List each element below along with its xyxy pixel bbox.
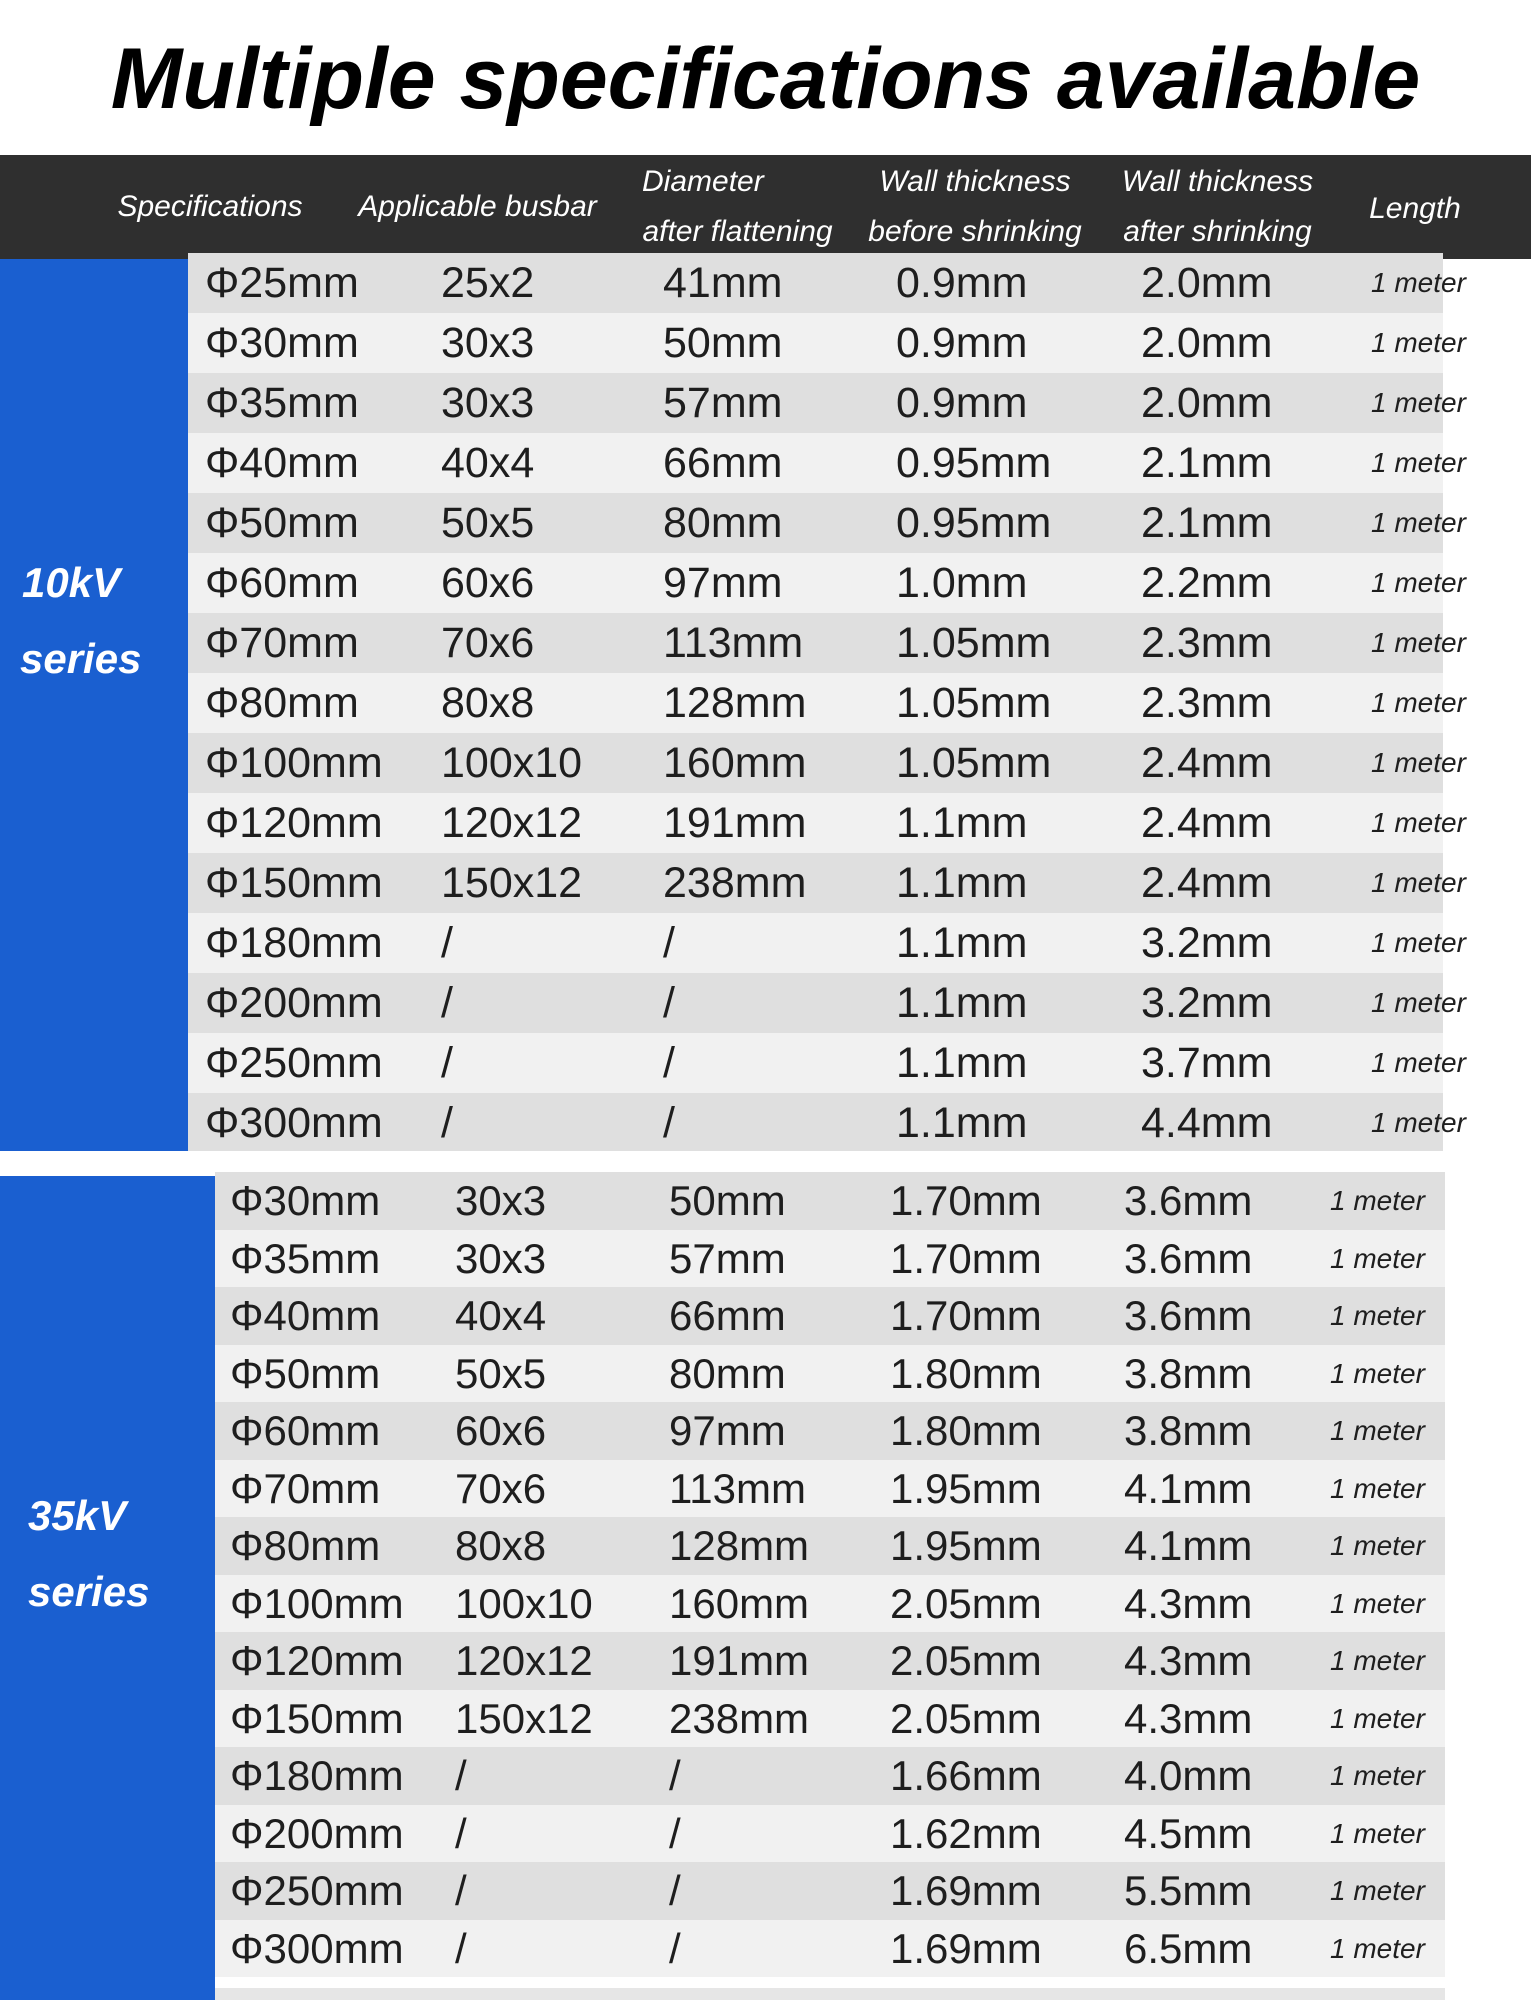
header-wall-after-line2: after shrinking [1123,215,1312,248]
header-busbar [345,155,610,259]
cell-diameter: 191mm [663,799,807,847]
cell-diameter: / [663,919,675,967]
table-row [188,973,1466,1033]
header-length [1340,155,1490,259]
cell-diameter: 66mm [663,439,783,487]
cell-spec: Φ250mm [205,1039,383,1087]
table-row [215,1920,1445,1978]
cell-wall-after: 4.1mm [1124,1464,1253,1512]
cell-diameter: 66mm [669,1292,786,1339]
cell-busbar: 30x3 [441,319,535,367]
cell-spec: Φ200mm [230,1809,404,1857]
cell-spec: Φ300mm [205,1099,383,1147]
cell-diameter: / [669,1752,681,1799]
table-row [215,1690,1445,1748]
cell-diameter: / [663,979,675,1027]
cell-diameter: / [669,1809,681,1857]
cell-wall-after: 2.0mm [1141,379,1273,427]
cell-spec: Φ200mm [205,979,383,1027]
cell-wall-after: 4.3mm [1124,1579,1253,1627]
table-row [188,673,1466,733]
cell-wall-before: 1.95mm [890,1522,1042,1569]
series-10kv-label-panel [0,259,188,1151]
table-row [188,913,1466,973]
cell-wall-after: 3.6mm [1124,1292,1253,1339]
cell-spec: Φ80mm [205,679,359,727]
cell-spec: Φ80mm [230,1522,381,1569]
cell-length: 1 meter [1330,1760,1425,1791]
cell-wall-before: 0.95mm [896,439,1052,487]
table-row [215,1632,1445,1690]
table-row [215,1460,1445,1518]
cell-length: 1 meter [1371,447,1466,478]
cell-busbar: 40x4 [441,439,535,487]
cell-busbar: 100x10 [441,739,583,787]
table-row [215,1287,1445,1345]
cell-busbar: 80x8 [441,679,535,727]
cell-length: 1 meter [1330,1530,1425,1561]
cell-spec: Φ150mm [205,859,383,907]
cell-wall-before: 1.0mm [896,559,1028,607]
cell-wall-before: 1.1mm [896,919,1028,967]
header-wall-after [1105,155,1330,259]
cell-diameter: / [669,1924,681,1972]
cell-wall-after: 4.0mm [1124,1752,1253,1799]
table-row [215,1345,1445,1403]
cell-length: 1 meter [1330,1587,1425,1619]
cell-wall-after: 3.2mm [1141,919,1273,967]
table-row [215,1172,1445,1230]
cell-wall-before: 2.05mm [890,1637,1042,1684]
cell-diameter: 128mm [663,679,807,727]
table-row [188,313,1466,373]
header-length-label: Length [1369,192,1461,225]
cell-spec: Φ180mm [230,1752,404,1799]
table-row [215,1747,1445,1805]
cell-wall-after: 2.1mm [1141,439,1273,487]
table-row [188,793,1466,853]
cell-diameter: 57mm [669,1234,786,1282]
cell-wall-after: 2.3mm [1141,679,1273,727]
series-35kv-label-line1: 35kV [28,1492,127,1539]
cell-busbar: / [455,1924,467,1972]
cell-length: 1 meter [1371,927,1466,958]
cell-length: 1 meter [1330,1817,1425,1849]
cell-spec: Φ100mm [205,739,383,787]
cell-wall-after: 3.8mm [1124,1407,1253,1454]
cell-wall-before: 1.05mm [896,619,1052,667]
series-10kv-table [188,253,1466,1153]
table-row [215,1230,1445,1288]
cell-busbar: 40x4 [455,1292,547,1339]
cell-busbar: / [441,1099,453,1147]
cell-spec: Φ150mm [230,1694,404,1742]
cell-wall-before: 1.70mm [890,1292,1042,1339]
cell-length: 1 meter [1330,1415,1425,1446]
cell-diameter: 97mm [663,559,783,607]
cell-length: 1 meter [1371,507,1466,538]
cell-spec: Φ35mm [205,379,359,427]
cell-diameter: 50mm [669,1177,786,1224]
cell-diameter: 113mm [663,619,804,667]
cell-spec: Φ60mm [205,559,359,607]
table-row [215,1575,1445,1633]
cell-length: 1 meter [1330,1357,1425,1389]
header-busbar-label: Applicable busbar [358,190,597,223]
cell-diameter: 80mm [663,499,783,547]
cell-diameter: 160mm [663,739,807,787]
cell-length: 1 meter [1371,387,1466,418]
cell-length: 1 meter [1371,867,1466,898]
cell-busbar: 70x6 [455,1464,547,1512]
cell-diameter: 80mm [669,1349,786,1397]
table-row [188,433,1466,493]
cell-wall-after: 3.6mm [1124,1234,1253,1282]
cell-busbar: / [455,1809,467,1857]
cell-diameter: / [663,1099,675,1147]
cell-length: 1 meter [1371,747,1466,778]
cell-spec: Φ35mm [230,1234,381,1282]
cell-diameter: 41mm [663,259,783,307]
header-specifications-label: Specifications [117,190,303,223]
table-row [215,1517,1445,1575]
cell-wall-after: 4.1mm [1124,1522,1253,1569]
cell-busbar: 25x2 [441,259,535,307]
header-specifications [100,155,320,259]
cell-busbar: 150x12 [455,1694,593,1742]
cell-busbar: 50x5 [455,1349,547,1397]
cell-diameter: 128mm [669,1522,810,1569]
cell-spec: Φ120mm [230,1637,404,1684]
cell-length: 1 meter [1371,627,1466,658]
cell-wall-before: 0.9mm [896,319,1028,367]
header-diameter-line2: after flattening [642,215,833,248]
cell-busbar: 30x3 [455,1234,547,1282]
cell-busbar: 120x12 [455,1637,593,1684]
cell-length: 1 meter [1371,1047,1466,1078]
cell-wall-before: 2.05mm [890,1694,1042,1742]
cell-busbar: 80x8 [455,1522,547,1569]
cell-length: 1 meter [1371,687,1466,718]
cell-length: 1 meter [1330,1300,1425,1331]
cell-length: 1 meter [1371,267,1466,298]
cell-wall-after: 4.3mm [1124,1694,1253,1742]
cell-spec: Φ40mm [230,1292,381,1339]
cell-spec: Φ100mm [230,1579,404,1627]
cell-diameter: 50mm [663,319,783,367]
cell-busbar: 150x12 [441,859,583,907]
table-row [188,613,1466,673]
cell-wall-after: 2.3mm [1141,619,1273,667]
cell-wall-before: 1.05mm [896,679,1052,727]
series-10kv-label-line1: 10kV [22,559,121,606]
cell-wall-before: 1.95mm [890,1464,1042,1512]
cell-wall-before: 2.05mm [890,1579,1042,1627]
cell-length: 1 meter [1330,1702,1425,1734]
cell-wall-after: 2.2mm [1141,559,1273,607]
cell-busbar: / [441,979,453,1027]
cell-wall-after: 3.7mm [1141,1039,1273,1087]
cell-spec: Φ180mm [205,919,383,967]
cell-length: 1 meter [1330,1875,1425,1906]
cell-diameter: 238mm [669,1694,810,1742]
table-row [215,1862,1445,1920]
cell-wall-before: 1.1mm [896,859,1028,907]
table-row [188,493,1466,553]
cell-wall-before: 1.69mm [890,1867,1042,1914]
cell-busbar: 70x6 [441,619,535,667]
header-wall-after-line1: Wall thickness [1121,165,1314,198]
cell-spec: Φ60mm [230,1407,381,1454]
cell-diameter: 191mm [669,1637,810,1684]
table-row [215,1402,1445,1460]
cell-wall-before: 1.62mm [890,1809,1042,1857]
series-35kv-label-panel [0,1176,215,2000]
cell-wall-after: 2.4mm [1141,859,1273,907]
cell-busbar: / [455,1867,467,1914]
cell-wall-before: 1.80mm [890,1407,1042,1454]
cell-wall-after: 5.5mm [1124,1867,1253,1914]
cell-length: 1 meter [1371,987,1466,1018]
cell-length: 1 meter [1330,1472,1425,1504]
cell-wall-before: 1.70mm [890,1177,1042,1224]
cell-spec: Φ40mm [205,439,359,487]
cell-length: 1 meter [1330,1242,1425,1274]
cell-busbar: 60x6 [441,559,535,607]
header-wall-before-line2: before shrinking [868,215,1082,248]
cell-diameter: 160mm [669,1579,810,1627]
cell-wall-before: 1.80mm [890,1349,1042,1397]
cell-wall-before: 0.9mm [896,379,1028,427]
table-row [188,1033,1466,1093]
cell-wall-before: 1.69mm [890,1924,1042,1972]
series-10kv-label-line2: series [20,635,142,682]
cell-diameter: 97mm [669,1407,786,1454]
table-row [188,733,1466,793]
cell-wall-after: 3.2mm [1141,979,1273,1027]
cell-busbar: 30x3 [455,1177,547,1224]
header-wall-before [860,155,1090,259]
cell-spec: Φ70mm [230,1464,381,1512]
cell-diameter: 238mm [663,859,807,907]
cell-spec: Φ300mm [230,1924,404,1972]
cell-busbar: 100x10 [455,1579,593,1627]
cell-length: 1 meter [1330,1645,1425,1676]
cell-wall-after: 4.4mm [1141,1099,1273,1147]
cell-spec: Φ70mm [205,619,359,667]
cell-wall-before: 0.95mm [896,499,1052,547]
series-35kv-label-line2: series [28,1568,150,1615]
table-row [188,853,1466,913]
cell-wall-after: 4.5mm [1124,1809,1253,1857]
header-wall-before-line1: Wall thickness [879,165,1071,198]
table-row [188,373,1466,433]
cell-busbar: 120x12 [441,799,583,847]
cell-wall-before: 1.66mm [890,1752,1042,1799]
cell-wall-after: 2.0mm [1141,259,1273,307]
table-row [215,1805,1445,1863]
cell-length: 1 meter [1330,1932,1425,1964]
cell-busbar: / [441,919,453,967]
cell-wall-after: 6.5mm [1124,1924,1253,1972]
cell-wall-before: 1.70mm [890,1234,1042,1282]
table-row [188,553,1466,613]
cell-wall-before: 1.1mm [896,979,1028,1027]
cell-diameter: 113mm [669,1464,806,1512]
cell-wall-after: 2.0mm [1141,319,1273,367]
cell-wall-after: 3.6mm [1124,1177,1253,1224]
cell-spec: Φ250mm [230,1867,404,1914]
cell-wall-after: 3.8mm [1124,1349,1253,1397]
cell-spec: Φ30mm [230,1177,381,1224]
table-row [188,253,1466,313]
cell-spec: Φ120mm [205,799,383,847]
cell-wall-before: 1.05mm [896,739,1052,787]
cell-diameter: / [663,1039,675,1087]
cell-busbar: 60x6 [455,1407,547,1454]
table-header [0,155,1531,259]
cell-wall-before: 1.1mm [896,799,1028,847]
cell-length: 1 meter [1371,807,1466,838]
cell-wall-after: 2.4mm [1141,739,1273,787]
table-row [188,1093,1466,1153]
cell-busbar: / [455,1752,467,1799]
cell-busbar: 30x3 [441,379,535,427]
cell-wall-after: 2.1mm [1141,499,1273,547]
cell-spec: Φ30mm [205,319,359,367]
page-title: Multiple specifications available [110,31,1421,127]
cell-length: 1 meter [1371,567,1466,598]
cell-diameter: / [669,1867,681,1914]
cell-spec: Φ25mm [205,259,359,307]
series-35kv-table [215,1172,1445,1977]
cell-wall-before: 1.1mm [896,1039,1028,1087]
cell-spec: Φ50mm [205,499,359,547]
cell-spec: Φ50mm [230,1349,381,1397]
cell-wall-before: 0.9mm [896,259,1028,307]
cell-diameter: 57mm [663,379,783,427]
cell-busbar: 50x5 [441,499,535,547]
cell-wall-after: 4.3mm [1124,1637,1253,1684]
cell-wall-before: 1.1mm [896,1099,1028,1147]
cell-wall-after: 2.4mm [1141,799,1273,847]
cell-length: 1 meter [1371,1107,1466,1138]
header-diameter-line1: Diameter [642,165,764,198]
header-diameter [630,155,845,259]
cell-length: 1 meter [1330,1185,1425,1216]
table-bottom-strip [215,1988,1445,2000]
cell-length: 1 meter [1371,327,1466,358]
cell-busbar: / [441,1039,453,1087]
